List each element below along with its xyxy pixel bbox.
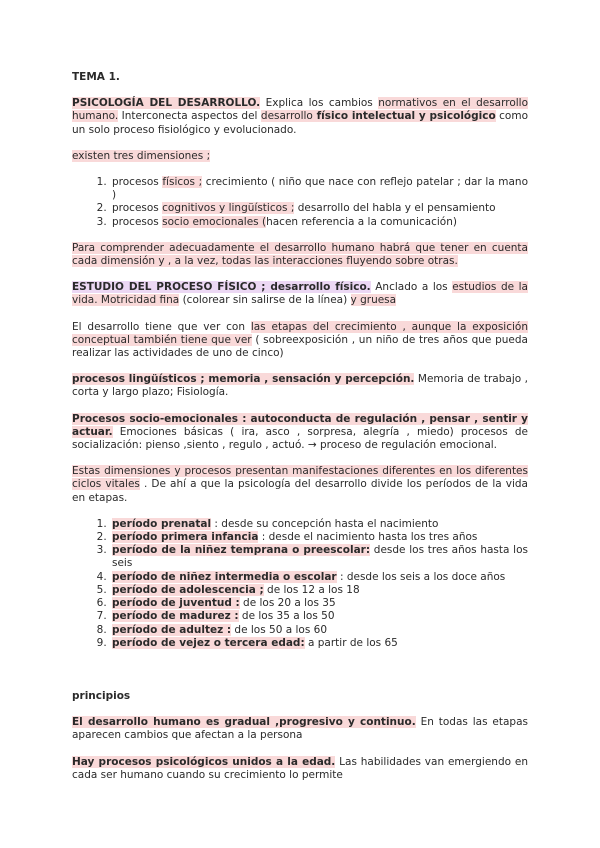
text: a partir de los 65 bbox=[304, 636, 398, 649]
paragraph-socio bbox=[72, 413, 528, 453]
list-item bbox=[110, 518, 528, 531]
highlight-bold: El desarrollo humano es gradual ,progresivo y continuo. bbox=[72, 716, 416, 729]
highlight: estudios de la vida. Motricidad fina bbox=[72, 281, 528, 307]
highlight: existen tres dimensiones ; bbox=[72, 149, 211, 162]
text: de los 35 a los 50 bbox=[238, 610, 335, 623]
highlight-bold: físico intelectual y psicológico bbox=[312, 110, 496, 123]
paragraph-fisico bbox=[72, 281, 528, 307]
term-linguisticos: procesos lingüísticos ; memoria , sensación y percepción. bbox=[72, 373, 415, 386]
paragraph-gradual bbox=[72, 716, 528, 742]
list-item bbox=[110, 624, 528, 637]
highlight-bold: período primera infancia bbox=[112, 531, 259, 544]
text: procesos bbox=[112, 215, 163, 228]
text: Las habilidades van emergiendo en cada ser humano cuando su crecimiento lo permite bbox=[72, 755, 528, 781]
highlight-bold: período de juventud : bbox=[112, 597, 240, 610]
dimensions-list bbox=[72, 176, 528, 229]
list-item bbox=[110, 571, 528, 584]
highlight: normativos en el desarrollo humano. bbox=[72, 97, 529, 123]
term-psicologia: PSICOLOGÍA DEL DESARROLLO. bbox=[72, 97, 261, 110]
highlight: socio emocionales ( bbox=[162, 215, 267, 228]
text: El desarrollo tiene que ver con bbox=[72, 320, 251, 333]
text: Emociones básicas ( ira, asco , sorpresa, alegría , miedo) procesos de socialización: pienso ,siento , regulo , actuó. → proceso de regulación emocional. bbox=[72, 425, 528, 452]
topic-title: TEMA 1. bbox=[72, 71, 120, 83]
highlight-bold: período de la niñez temprana o preescolar: bbox=[112, 544, 371, 557]
text: como un solo proceso fisiológico y evolucionado. bbox=[72, 110, 528, 136]
text: crecimiento ( niño que nace con reflejo patelar ; dar la mano ) bbox=[112, 176, 528, 202]
text: desarrollo del habla y el pensamiento bbox=[294, 202, 496, 215]
paragraph-estas bbox=[72, 465, 528, 505]
paragraph-linguisticos bbox=[72, 373, 528, 399]
text: procesos bbox=[112, 176, 163, 189]
highlight: y gruesa bbox=[350, 294, 397, 307]
paragraph-procesos bbox=[72, 756, 528, 782]
text: Interconecta aspectos del bbox=[118, 110, 261, 123]
list-item bbox=[110, 597, 528, 610]
highlight-bold: Hay procesos psicológicos unidos a la edad. bbox=[72, 755, 336, 768]
list-item bbox=[110, 610, 528, 623]
term-fisico: ESTUDIO DEL PROCESO FÍSICO ; desarrollo físico. bbox=[72, 281, 371, 294]
text: ( sobreexposición , un niño de tres años que pueda realizar las actividades de uno de cinco) bbox=[72, 333, 528, 360]
text: : desde el nacimiento hasta los tres años bbox=[258, 531, 478, 544]
list-item bbox=[110, 531, 528, 544]
list-item bbox=[110, 202, 528, 215]
highlight: cognitivos y lingüísticos ; bbox=[162, 202, 295, 215]
paragraph-tiene bbox=[72, 321, 528, 361]
highlight-bold: período de madurez : bbox=[112, 610, 239, 623]
text: Explica los cambios bbox=[260, 97, 379, 110]
highlight-bold: período de adultez : bbox=[112, 623, 232, 636]
text: (colorear sin salirse de la línea) bbox=[179, 294, 351, 307]
highlight: Estas dimensiones y procesos presentan manifestaciones diferentes en los diferentes ciclos vitales bbox=[72, 465, 528, 491]
text: : desde los seis a los doce años bbox=[336, 570, 506, 583]
text: En todas las etapas aparecen cambios que afectan a la persona bbox=[72, 716, 528, 742]
text: Memoria de trabajo , corta y largo plazo; Fisiología. bbox=[72, 373, 528, 399]
principios-heading: principios bbox=[72, 689, 131, 702]
paragraph-psicologia bbox=[72, 97, 528, 137]
document-body bbox=[72, 70, 528, 782]
periods-list bbox=[72, 518, 528, 650]
text: de los 12 a los 18 bbox=[263, 583, 360, 596]
list-item bbox=[110, 176, 528, 202]
paragraph-comprender bbox=[72, 242, 528, 268]
dimensions-intro bbox=[72, 150, 528, 163]
highlight-bold: período de adolescencia ; bbox=[112, 583, 264, 596]
highlight: físicos ; bbox=[162, 176, 203, 189]
highlight: Para comprender adecuadamente el desarrollo humano habrá que tener en cuenta cada dimensión y , a la vez, todas las interacciones fluyendo sobre otras. bbox=[72, 241, 528, 268]
text: hacen referencia a la comunicación) bbox=[266, 215, 457, 228]
highlight-bold: período de niñez intermedia o escolar bbox=[112, 570, 337, 583]
text: . De ahí a que la psicología del desarrollo divide los períodos de la vida en etapas. bbox=[72, 478, 528, 504]
highlight-bold: período de vejez o tercera edad: bbox=[112, 636, 305, 649]
list-item bbox=[110, 216, 528, 229]
text: Anclado a los bbox=[370, 281, 453, 294]
term-socio: Procesos socio-emocionales : autoconducta de regulación , pensar , sentir y actuar. bbox=[72, 412, 528, 438]
text: procesos bbox=[112, 202, 163, 215]
text: desde los tres años hasta los seis bbox=[112, 544, 528, 570]
list-item bbox=[110, 584, 528, 597]
text: de los 20 a los 35 bbox=[239, 597, 336, 610]
highlight: las etapas del crecimiento , aunque la exposición conceptual también tiene que ver bbox=[72, 320, 528, 346]
highlight: desarrollo bbox=[260, 110, 313, 123]
list-item bbox=[110, 544, 528, 570]
text: de los 50 a los 60 bbox=[231, 623, 328, 636]
highlight-bold: período prenatal bbox=[112, 517, 212, 530]
list-item bbox=[110, 637, 528, 650]
text: : desde su concepción hasta el nacimiento bbox=[211, 517, 439, 530]
